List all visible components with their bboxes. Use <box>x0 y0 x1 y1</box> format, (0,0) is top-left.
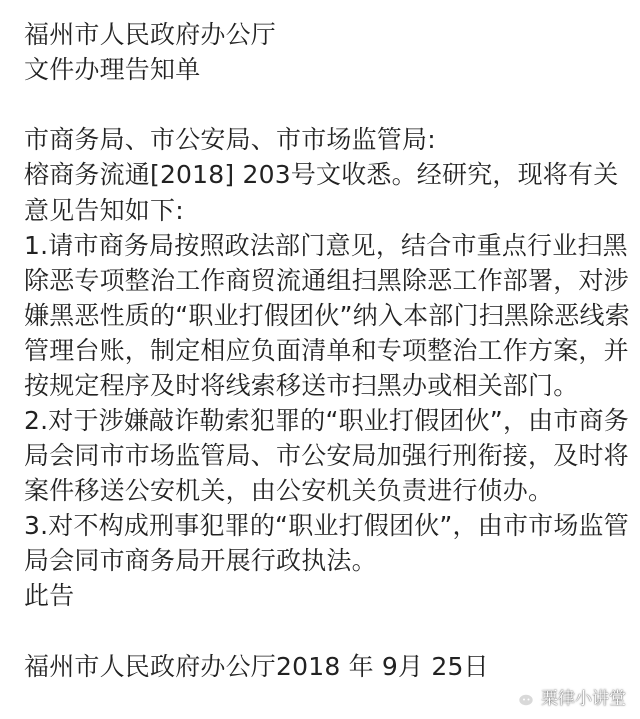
source-watermark <box>507 684 626 709</box>
item-3-line-2: 局会同市商务局开展行政执法。 <box>24 546 377 575</box>
item-2-line-3: 案件移送公安机关，由公安机关负责进行侦办。 <box>24 476 554 505</box>
addressee-line: 市商务局、市公安局、市市场监管局: <box>24 125 436 154</box>
item-1-line-4: 管理台账，制定相应负面清单和专项整治工作方案，并 <box>24 336 629 365</box>
item-1-line-1: 1.请市商务局按照政法部门意见，结合市重点行业扫黑 <box>24 231 628 260</box>
issuer-header: 福州市人民政府办公厅 <box>24 20 277 49</box>
closing-text: 此告 <box>24 581 75 610</box>
item-3-line-1: 3.对不构成刑事犯罪的“职业打假团伙”，由市市场监管 <box>24 511 629 540</box>
document-title: 文件办理告知单 <box>24 55 201 84</box>
wechat-icon <box>507 686 535 708</box>
item-2-line-2: 局会同市市场监管局、市公安局加强行刑衔接，及时将 <box>24 441 629 470</box>
item-1-line-5: 按规定程序及时将线索移送市扫黑办或相关部门。 <box>24 371 579 400</box>
intro-line-2: 意见告知如下: <box>24 196 184 225</box>
item-1-line-3: 嫌黑恶性质的“职业打假团伙”纳入本部门扫黑除恶线索 <box>24 301 630 330</box>
watermark-label: 栗律小讲堂 <box>541 689 626 709</box>
signature-date: 福州市人民政府办公厅2018 年 9月 25日 <box>24 652 489 681</box>
item-2-line-1: 2.对于涉嫌敲诈勒索犯罪的“职业打假团伙”，由市商务 <box>24 406 629 435</box>
intro-line-1: 榕商务流通[2018] 203号文收悉。经研究，现将有关 <box>24 160 619 189</box>
item-1-line-2: 除恶专项整治工作商贸流通组扫黑除恶工作部署，对涉 <box>24 266 629 295</box>
